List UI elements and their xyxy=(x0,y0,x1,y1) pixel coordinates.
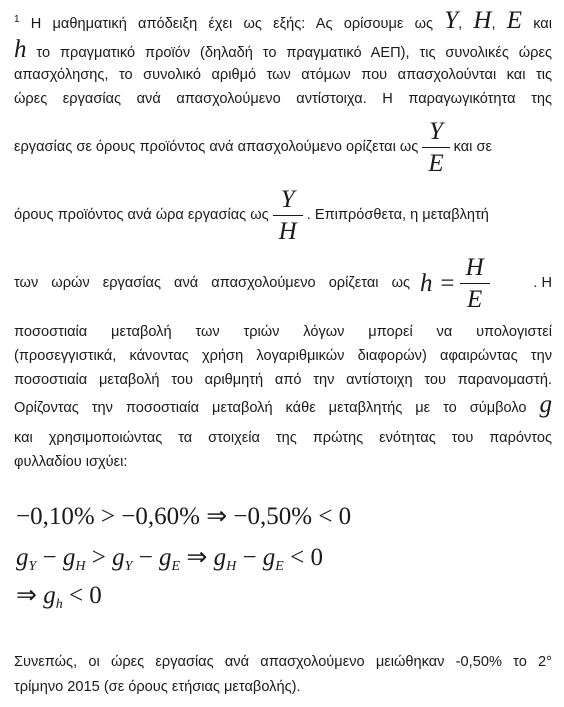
eq-op: > xyxy=(85,544,113,571)
equation-2 xyxy=(16,543,323,582)
footnote-line-5 xyxy=(14,116,552,178)
fraction-Y-over-E xyxy=(422,119,449,176)
symbol-H: H xyxy=(473,7,492,34)
conclusion-line-2: τρίμηνο 2015 (σε όρους ετήσιας μεταβολής). xyxy=(14,679,301,695)
fraction-numerator: Y xyxy=(422,119,449,148)
fraction-numerator: Y xyxy=(273,187,303,216)
fraction-denominator: E xyxy=(428,149,444,177)
eq-sub: E xyxy=(275,559,284,574)
symbol-g: g xyxy=(539,391,552,418)
text-segment: όρους προϊόντος ανά ώρα εργασίας ως xyxy=(14,207,269,223)
footnote-line-10: ποσοστιαία μεταβολή του αριθμητή από την αντίστοιχη του παρανομαστή. xyxy=(14,372,552,388)
footnote-line-6 xyxy=(14,184,552,246)
text-segment: και σε xyxy=(453,139,492,155)
comma: , xyxy=(491,16,496,32)
equation-1: −0,10% > −0,60% ⇒ −0,50% < 0 xyxy=(16,503,352,530)
footnote-line-13: φυλλαδίου ισχύει: xyxy=(14,454,128,470)
fraction-numerator: H xyxy=(460,255,490,284)
text-segment: . Η xyxy=(533,275,552,291)
symbol-Y: Y xyxy=(444,7,459,34)
text-segment: εργασίας σε όρους προϊόντος ανά απασχολούμενο ορίζεται ως xyxy=(14,139,419,155)
eq-implies: ⇒ xyxy=(16,582,44,609)
eq-g: g xyxy=(62,544,76,571)
comma: , xyxy=(458,16,463,32)
eq-g: g xyxy=(16,544,29,571)
equation-h: h = xyxy=(420,269,456,297)
eq-sub: E xyxy=(171,559,181,574)
eq-op: ⇒ xyxy=(180,544,214,571)
footnote-line-8: ποσοστιαία μεταβολή των τριών λόγων μπορεί να υπολογιστεί xyxy=(14,324,552,340)
eq-sub: h xyxy=(55,597,63,612)
footnote-line-11 xyxy=(14,392,552,420)
footnote-line-2 xyxy=(14,37,552,65)
eq-op: − xyxy=(36,544,63,571)
eq-op: < 0 xyxy=(62,582,102,609)
text-segment: Ορίζοντας την ποσοστιαία μεταβολή κάθε μεταβλητής με το σύμβολο xyxy=(14,400,527,416)
eq-op: − xyxy=(132,544,160,571)
footnote-line-12: και χρησιμοποιώντας τα στοιχεία της πρώτης ενότητας του παρόντος xyxy=(14,430,552,446)
equation-3 xyxy=(16,581,102,620)
eq-g: g xyxy=(159,544,172,571)
fraction-H-over-E xyxy=(460,255,490,312)
eq-g: g xyxy=(43,582,56,609)
fraction-denominator: H xyxy=(278,217,297,245)
text-segment: των ωρών εργασίας ανά απασχολούμενο ορίζεται ως xyxy=(14,275,411,291)
footnote-block xyxy=(14,0,552,707)
footnote-line-4: ώρες εργασίας ανά απασχολούμενο αντίστοιχα. Η παραγωγικότητα της xyxy=(14,91,552,107)
footnote-marker: 1 xyxy=(14,14,20,25)
symbol-E: E xyxy=(506,7,522,34)
fraction-Y-over-H xyxy=(273,187,303,244)
fraction-denominator: E xyxy=(467,285,483,313)
eq-sub: Y xyxy=(124,559,133,574)
eq-sub: H xyxy=(226,559,237,574)
footnote-line-9: (προσεγγιστικά, κάνοντας χρήση λογαριθμικών διαφορών) αφαιρώντας την xyxy=(14,348,552,364)
text-segment: και xyxy=(533,16,552,32)
text-segment: . Επιπρόσθετα, η μεταβλητή xyxy=(306,207,489,223)
footnote-line-3: απασχόλησης, το συνολικό αριθμό των ατόμων που απασχολούνται και τις xyxy=(14,67,552,83)
eq-g: g xyxy=(213,544,227,571)
symbol-h: h xyxy=(14,36,27,63)
footnote-line-1 xyxy=(14,8,552,36)
footnote-line-7 xyxy=(14,252,552,314)
eq-op: − xyxy=(236,544,263,571)
text-segment: το πραγματικό προϊόν (δηλαδή το πραγματικό ΑΕΠ), τις συνολικές ώρες xyxy=(36,45,552,61)
eq-sub: H xyxy=(75,559,86,574)
eq-op: < 0 xyxy=(283,544,323,571)
conclusion-line-1: Συνεπώς, οι ώρες εργασίας ανά απασχολούμενο μειώθηκαν -0,50% το 2° xyxy=(14,654,552,670)
text-segment: Η μαθηματική απόδειξη έχει ως εξής: Ας ορίσουμε ως xyxy=(30,16,433,32)
eq-g: g xyxy=(262,544,276,571)
eq-g: g xyxy=(112,544,125,571)
eq-sub: Y xyxy=(28,559,37,574)
